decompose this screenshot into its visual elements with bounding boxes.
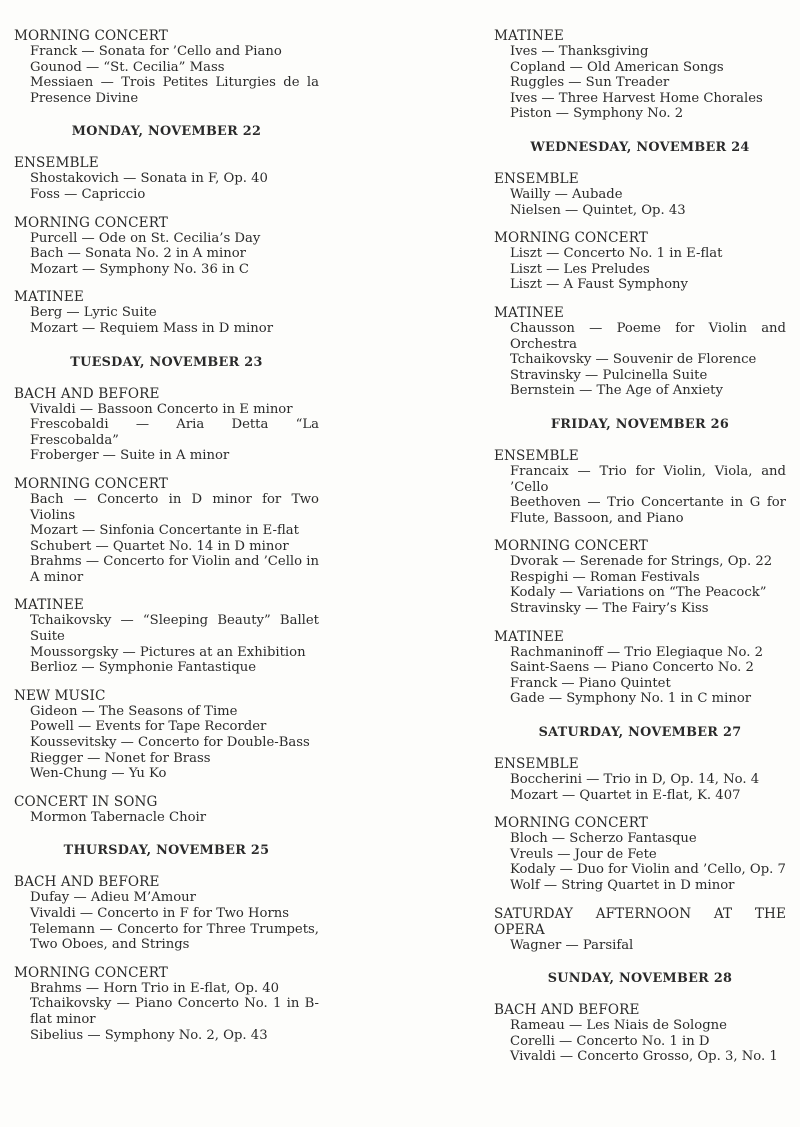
day-heading: SUNDAY, NOVEMBER 28 [547,971,733,987]
concert-section [494,815,786,893]
program-entry: Moussorgsky — Pictures at an Exhibition [30,644,306,660]
day-heading: MONDAY, NOVEMBER 22 [71,124,262,140]
program-entry: Messiaen — Trois Petites Liturgies de la Presence Divine [30,75,319,106]
program-entry: Berlioz — Symphonie Fantastique [30,660,257,676]
program-entry: Mormon Tabernacle Choir [30,809,207,825]
concert-section [14,215,319,278]
program-entry: Francaix — Trio for Violin, Viola, and ’Cello [510,463,786,495]
program-entry: Tchaikovsky — Souvenir de Florence [510,352,757,368]
program-entry: Boccherini — Trio in D, Op. 14, No. 4 [510,772,760,788]
program-entry: Liszt — A Faust Symphony [510,277,688,293]
section-heading: BACH AND BEFORE [494,1002,640,1019]
section-heading: CONCERT IN SONG [14,793,158,810]
program-entry: Foss — Capriccio [30,186,146,202]
day-heading: FRIDAY, NOVEMBER 26 [550,416,730,432]
section-heading: MATINEE [494,628,564,645]
program-entry: Sibelius — Symphony No. 2, Op. 43 [30,1027,268,1043]
concert-section [494,906,786,954]
section-heading: SATURDAY AFTERNOON AT THE OPERA [494,905,786,938]
program-entry: Wolf — String Quartet in D minor [510,878,735,893]
program-entry: Copland — Old American Songs [510,59,724,75]
program-entry: Liszt — Concerto No. 1 in E-flat [510,246,723,262]
program-entry: Dvorak — Serenade for Strings, Op. 22 [510,554,773,570]
program-entry: Franck — Sonata for ’Cello and Piano [30,44,282,59]
concert-section [14,688,319,782]
left-column [14,28,319,1055]
concert-section [494,305,786,399]
concert-section [14,794,319,826]
section-heading: ENSEMBLE [494,756,579,773]
program-entry: Wagner — Parsifal [510,937,634,953]
program-entry: Kodaly — Duo for Violin and ’Cello, Op. 7 [510,862,786,878]
program-entry: Froberger — Suite in A minor [30,448,230,464]
program-entry: Corelli — Concerto No. 1 in D [510,1033,710,1049]
program-entry: Wailly — Aubade [510,186,623,202]
program-entry: Gounod — “St. Cecilia” Mass [30,59,225,75]
program-entry: Schubert — Quartet No. 14 in D minor [30,538,289,554]
program-entry: Berg — Lyric Suite [30,305,157,321]
program-entry: Ives — Three Harvest Home Chorales [510,90,763,106]
program-entry: Tchaikovsky — “Sleeping Beauty” Ballet Suite [30,613,319,645]
right-column [494,28,786,1077]
program-entry: Vreuls — Jour de Fete [510,846,657,862]
section-heading: MORNING CONCERT [14,28,168,44]
concert-section [14,476,319,586]
program-entry: Mozart — Quartet in E-flat, K. 407 [510,787,741,803]
section-heading: BACH AND BEFORE [14,874,160,891]
program-entry: Frescobaldi — Aria Detta “La Frescobalda” [30,417,319,448]
concert-section [14,155,319,202]
program-entry: Telemann — Concerto for Three Trumpets, Two Oboes, and Strings [30,921,319,953]
section-heading: MORNING CONCERT [14,475,168,492]
section-heading: MORNING CONCERT [14,214,168,231]
program-entry: Koussevitsky — Concerto for Double-Bass [30,735,310,751]
section-heading: MATINEE [494,28,564,44]
program-entry: Nielsen — Quintet, Op. 43 [510,202,686,218]
concert-section [494,448,786,526]
section-heading: ENSEMBLE [14,155,99,172]
program-entry: Ives — Thanksgiving [510,44,649,59]
program-entry: Gideon — The Seasons of Time [30,703,238,719]
section-heading: BACH AND BEFORE [14,385,160,402]
program-entry: Chausson — Poeme for Violin and Orchestra [510,320,786,352]
day-heading: SATURDAY, NOVEMBER 27 [538,725,742,741]
day-heading: THURSDAY, NOVEMBER 25 [63,843,270,859]
section-heading: MORNING CONCERT [494,538,648,555]
concert-section [14,874,319,952]
concert-section [494,1002,786,1065]
program-entry: Mozart — Sinfonia Concertante in E-flat [30,523,299,539]
program-entry: Mozart — Requiem Mass in D minor [30,320,274,336]
program-entry: Tchaikovsky — Piano Concerto No. 1 in B-flat minor [30,996,319,1027]
section-heading: MORNING CONCERT [494,815,648,832]
concert-section [14,597,319,675]
program-entry: Piston — Symphony No. 2 [510,106,684,122]
program-entry: Vivaldi — Bassoon Concerto in E minor [30,401,293,417]
program-entry: Purcell — Ode on St. Cecilia’s Day [30,230,261,246]
program-entry: Wen-Chung — Yu Ko [30,766,167,782]
concert-section [14,289,319,336]
program-entry: Stravinsky — Pulcinella Suite [510,367,708,383]
program-entry: Dufay — Adieu M’Amour [30,890,196,906]
concert-section [494,629,786,707]
program-entry: Bach — Concerto in D minor for Two Violins [30,491,319,523]
concert-section [14,386,319,464]
program-entry: Mozart — Symphony No. 36 in C [30,261,250,277]
program-entry: Respighi — Roman Festivals [510,569,700,585]
program-entry: Rachmaninoff — Trio Elegiaque No. 2 [510,644,763,660]
program-entry: Brahms — Concerto for Violin and ’Cello in A minor [30,554,319,585]
program-entry: Bernstein — The Age of Anxiety [510,383,723,399]
section-heading: MORNING CONCERT [494,230,648,247]
concert-section [494,171,786,218]
section-heading: MATINEE [494,304,564,321]
program-entry: Shostakovich — Sonata in F, Op. 40 [30,171,268,187]
program-entry: Kodaly — Variations on “The Peacock” [510,585,767,601]
program-entry: Stravinsky — The Fairy’s Kiss [510,601,709,617]
concert-section [14,965,319,1043]
program-entry: Saint-Saens — Piano Concerto No. 2 [510,660,754,676]
concert-section [494,28,786,122]
program-entry: Vivaldi — Concerto in F for Two Horns [30,906,290,921]
program-entry: Bloch — Scherzo Fantasque [510,831,697,847]
section-heading: MORNING CONCERT [14,964,168,981]
concert-section [494,230,786,293]
section-heading: NEW MUSIC [14,687,106,704]
day-heading: WEDNESDAY, NOVEMBER 24 [530,139,750,155]
concert-section [494,538,786,616]
section-heading: ENSEMBLE [494,170,579,187]
program-entry: Riegger — Nonet for Brass [30,750,211,766]
program-entry: Beethoven — Trio Concertante in G for Flute, Bassoon, and Piano [510,495,786,526]
program-entry: Ruggles — Sun Treader [510,75,670,91]
program-entry: Brahms — Horn Trio in E-flat, Op. 40 [30,980,280,996]
concert-section [494,756,786,803]
program-entry: Liszt — Les Preludes [510,261,650,277]
section-heading: MATINEE [14,597,84,614]
section-heading: MATINEE [14,289,84,306]
concert-section [14,28,319,106]
program-entry: Franck — Piano Quintet [510,675,671,691]
program-entry: Powell — Events for Tape Recorder [30,719,267,735]
program-entry: Bach — Sonata No. 2 in A minor [30,246,246,262]
program-entry: Gade — Symphony No. 1 in C minor [510,691,752,707]
section-heading: ENSEMBLE [494,447,579,464]
program-entry: Rameau — Les Niais de Sologne [510,1018,727,1034]
program-entry: Vivaldi — Concerto Grosso, Op. 3, No. 1 [510,1049,778,1065]
day-heading: TUESDAY, NOVEMBER 23 [70,354,263,370]
